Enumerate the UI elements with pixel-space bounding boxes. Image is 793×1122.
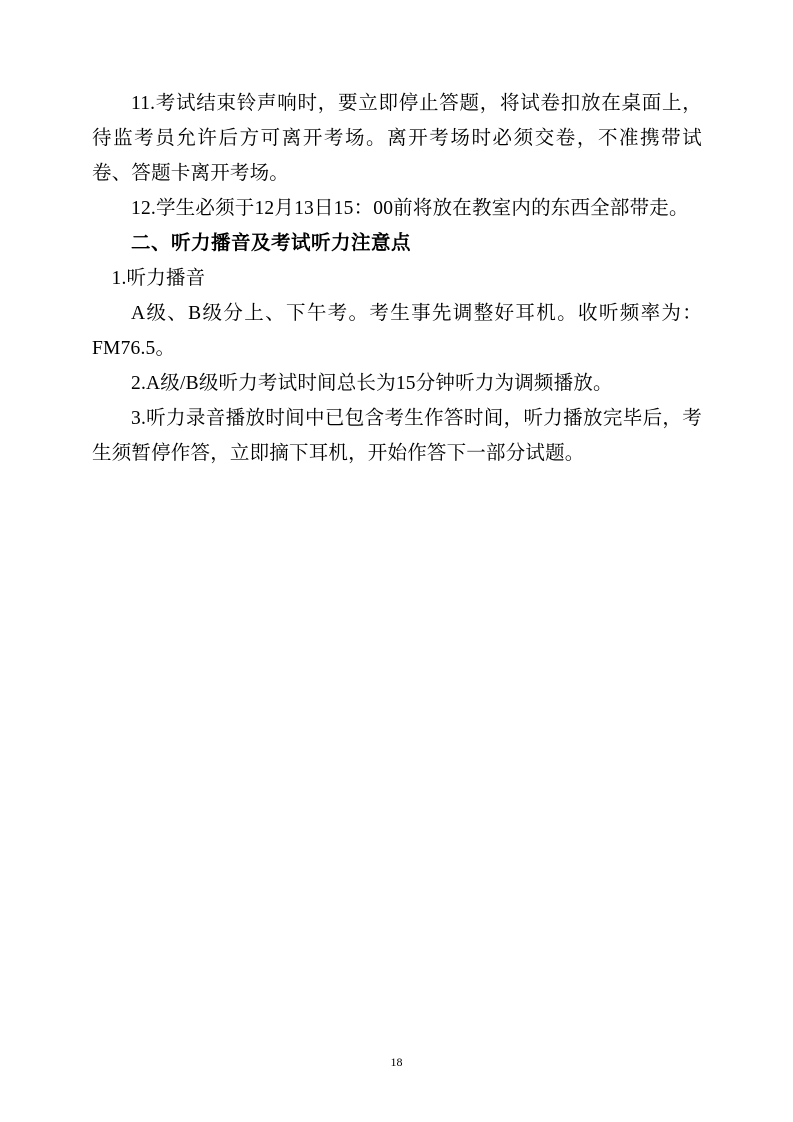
section-heading-listening: 二、听力播音及考试听力注意点 (131, 233, 412, 254)
paragraph-item-3: 3.听力录音播放时间中已包含考生作答时间，听力播放完毕后，考生须暂停作答，立即摘下耳机，开始作答下一部分试题。 (92, 408, 702, 464)
paragraph-item-2: 2.A级/B级听力考试时间总长为15分钟听力为调频播放。 (131, 373, 613, 394)
paragraph-item-11: 11.考试结束铃声响时，要立即停止答题，将试卷扣放在桌面上，待监考员允许后方可离开考场。离开考场时必须交卷，不准携带试卷、答题卡离开考场。 (92, 93, 702, 184)
page-number: 18 (390, 1055, 403, 1069)
paragraph-item-12: 12.学生必须于12月13日15：00前将放在教室内的东西全部带走。 (131, 198, 689, 219)
paragraph-item-1-body: A级、B级分上、下午考。考生事先调整好耳机。收听频率为：FM76.5。 (92, 303, 702, 359)
paragraph-item-1-title: 1.听力播音 (111, 268, 206, 289)
document-body (92, 86, 702, 471)
